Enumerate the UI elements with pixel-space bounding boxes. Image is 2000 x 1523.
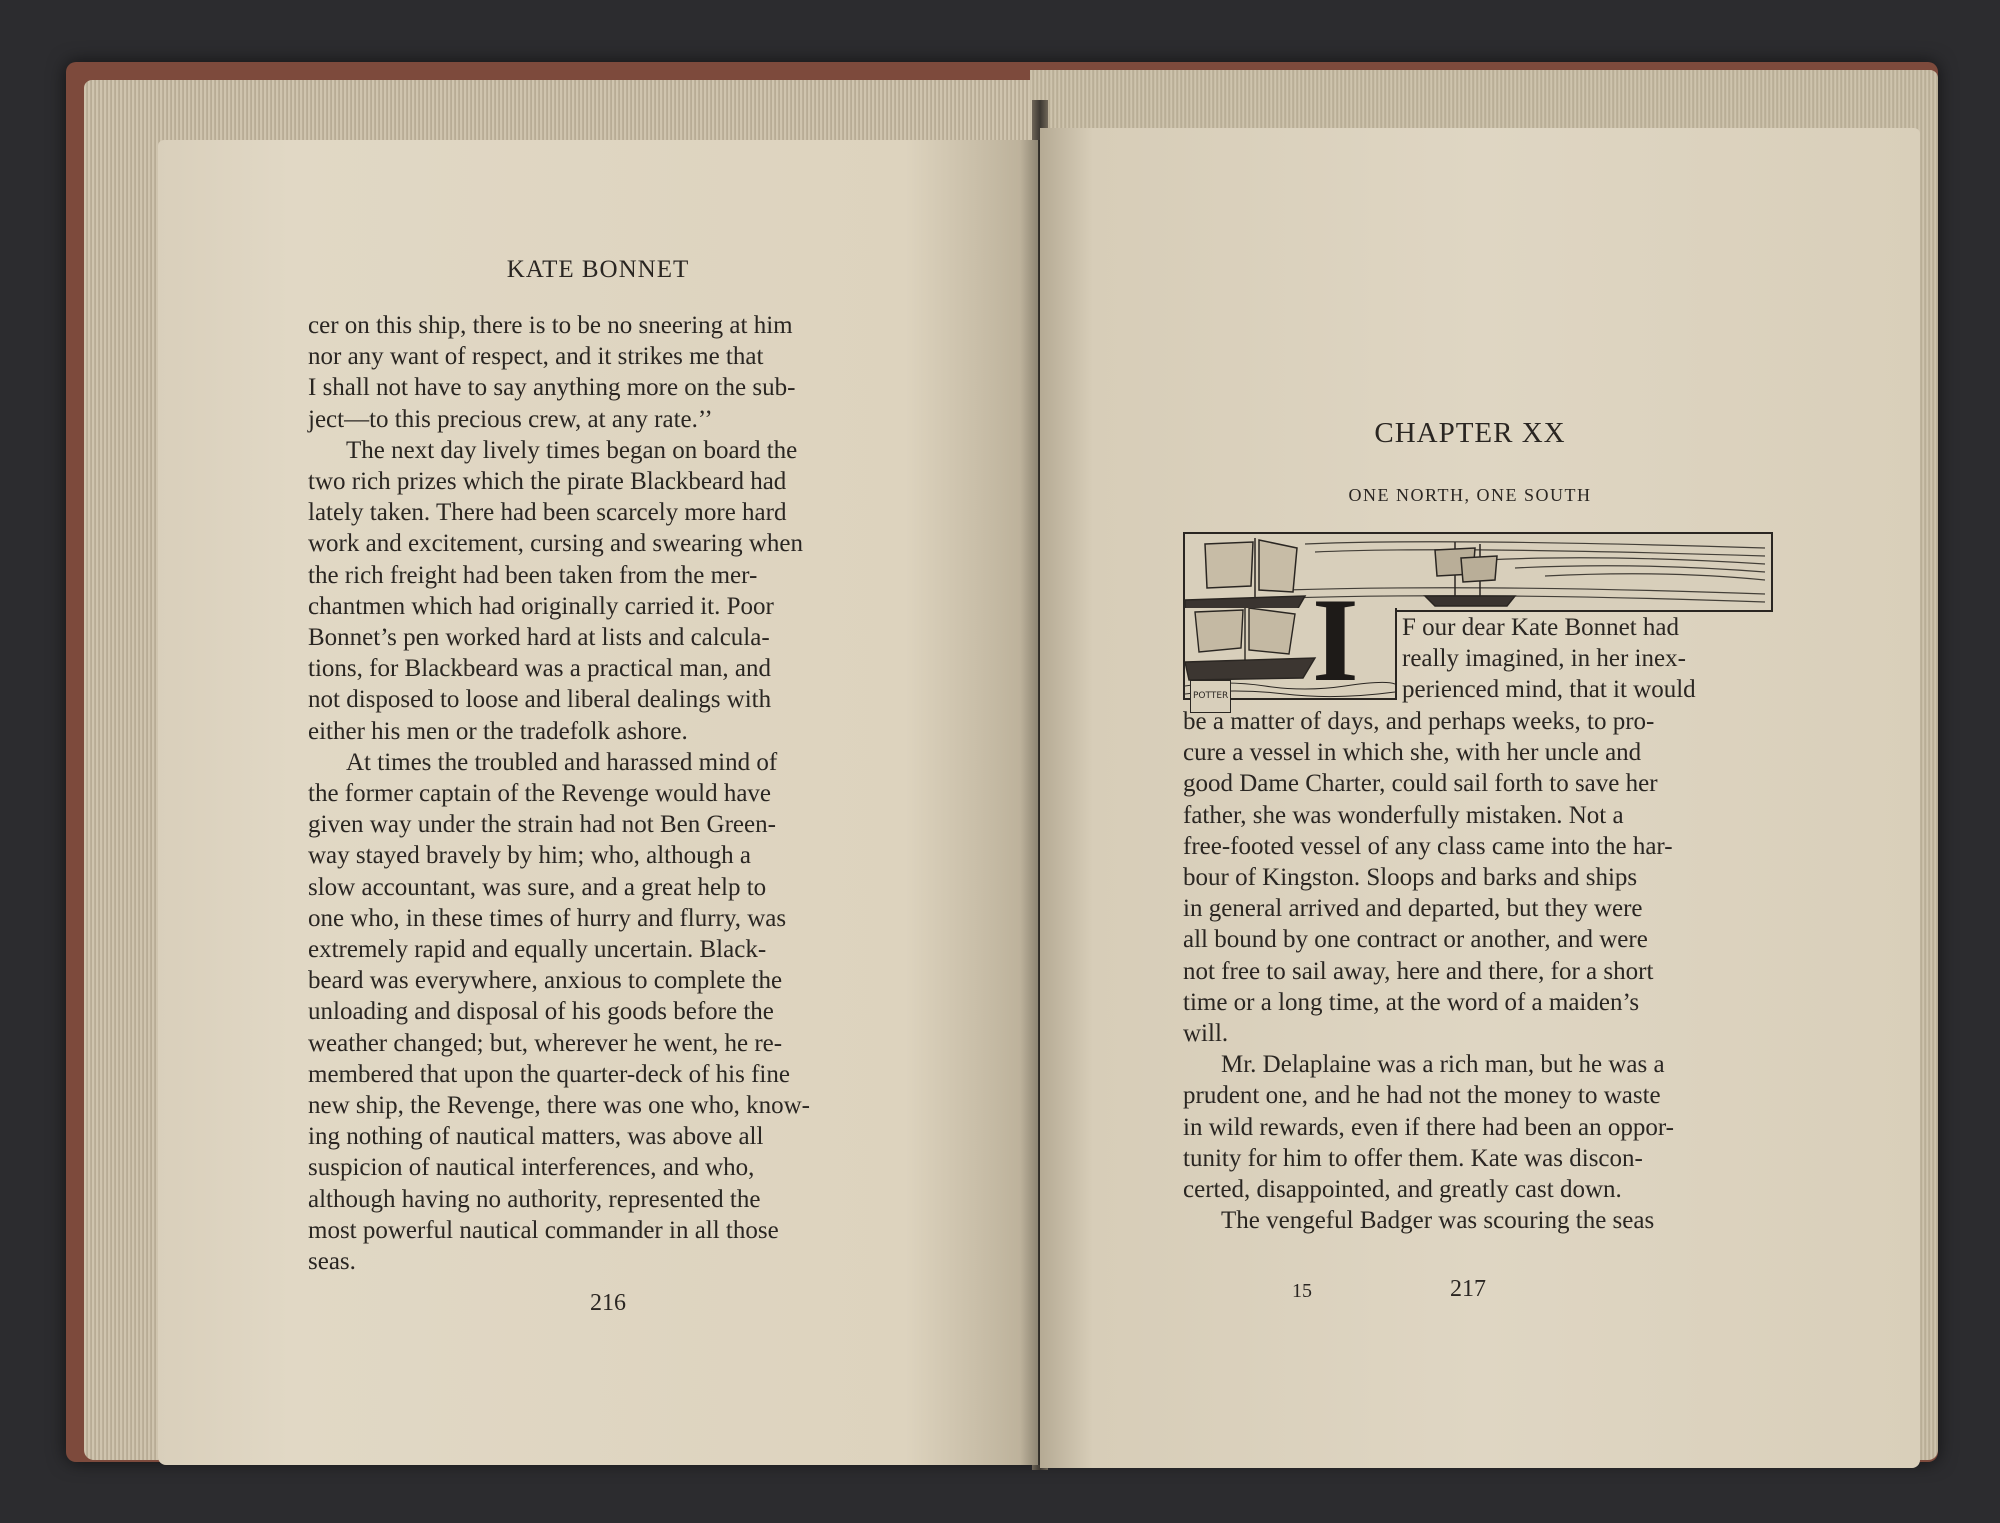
text-line: free-footed vessel of any class came into the har- (1183, 832, 1673, 860)
text-line: two rich prizes which the pirate Blackbeard had (308, 468, 787, 496)
text-line: At times the troubled and harassed mind of (346, 748, 778, 776)
page-fold-shadow (1020, 140, 1040, 1465)
page-number: 216 (590, 1290, 626, 1316)
drop-cap-letter: I (1312, 573, 1359, 706)
text-line: bour of Kingston. Sloops and barks and ships (1183, 864, 1638, 892)
text-line: ject—to this precious crew, at any rate.’’ (308, 405, 713, 433)
text-line: membered that upon the quarter-deck of his fine (308, 1060, 790, 1088)
ship-illustration-banner (1183, 532, 1773, 612)
text-line: certed, disappointed, and greatly cast down. (1183, 1176, 1622, 1204)
text-line: perienced mind, that it would (1402, 676, 1696, 704)
text-line: way stayed bravely by him; who, although a (308, 842, 751, 870)
text-line: time or a long time, at the word of a maiden’s (1183, 988, 1640, 1016)
text-line: the former captain of the Revenge would have (308, 780, 772, 808)
text-line: tions, for Blackbeard was a practical man, and (308, 655, 772, 683)
text-line: really imagined, in her inex- (1402, 645, 1686, 673)
text-line: new ship, the Revenge, there was one who, know- (308, 1092, 810, 1120)
text-line: most powerful nautical commander in all those (308, 1216, 779, 1244)
text-line: extremely rapid and equally uncertain. Black- (308, 936, 767, 964)
text-line: lately taken. There had been scarcely more hard (308, 499, 787, 527)
text-line: prudent one, and he had not the money to waste (1183, 1082, 1661, 1110)
text-line: Bonnet’s pen worked hard at lists and calcula- (308, 624, 770, 652)
text-line: I shall not have to say anything more on the sub- (308, 374, 796, 402)
text-line: Mr. Delaplaine was a rich man, but he was a (1221, 1051, 1665, 1079)
text-line: good Dame Charter, could sail forth to save her (1183, 770, 1658, 798)
chapter-subtitle: ONE NORTH, ONE SOUTH (1348, 485, 1592, 505)
text-line: not free to sail away, here and there, for a short (1183, 957, 1654, 985)
text-line: nor any want of respect, and it strikes me that (308, 343, 764, 371)
running-head: KATE BONNET (506, 256, 690, 283)
text-line: weather changed; but, wherever he went, he re- (308, 1029, 783, 1057)
text-line: The next day lively times began on board the (346, 436, 798, 464)
text-line: all bound by one contract or another, and were (1183, 926, 1648, 954)
artist-signature: POTTER (1190, 680, 1231, 713)
text-line: tunity for him to offer them. Kate was discon- (1183, 1144, 1643, 1172)
text-line: will. (1183, 1020, 1229, 1048)
text-line: not disposed to loose and liberal dealings with (308, 686, 772, 714)
text-line: in general arrived and departed, but they were (1183, 895, 1643, 923)
text-line: work and excitement, cursing and swearing when (308, 530, 803, 558)
text-line: slow accountant, was sure, and a great help to (308, 873, 767, 901)
text-line: ing nothing of nautical matters, was above all (308, 1123, 764, 1151)
text-line: cer on this ship, there is to be no sneering at him (308, 312, 793, 339)
page-number: 217 (1450, 1276, 1486, 1302)
text-line: F our dear Kate Bonnet had (1402, 614, 1680, 641)
text-line: given way under the strain had not Ben Green- (308, 811, 776, 839)
text-line: chantmen which had originally carried it. Poor (308, 592, 774, 620)
text-line: cure a vessel in which she, with her uncle and (1183, 739, 1642, 767)
chapter-title: CHAPTER XX (1374, 417, 1566, 449)
text-line: the rich freight had been taken from the mer- (308, 561, 758, 589)
left-page (158, 140, 1038, 1465)
ship-scene-icon (1185, 534, 1771, 610)
right-page-text (1183, 706, 1770, 1236)
text-line: beard was everywhere, anxious to complete the (308, 967, 783, 995)
text-line: be a matter of days, and perhaps weeks, to pro- (1183, 708, 1655, 735)
text-line: in wild rewards, even if there had been an oppor- (1183, 1113, 1674, 1141)
right-page (1040, 128, 1920, 1468)
drop-cap-text (1402, 612, 1770, 706)
text-line: suspicion of nautical interferences, and who, (308, 1154, 755, 1182)
text-line: although having no authority, represented the (308, 1185, 761, 1213)
text-line: seas. (308, 1248, 356, 1276)
signature-mark: 15 (1292, 1280, 1312, 1302)
text-line: father, she was wonderfully mistaken. Not a (1183, 801, 1624, 829)
text-line: either his men or the tradefolk ashore. (308, 717, 688, 745)
text-line: unloading and disposal of his goods before the (308, 998, 774, 1026)
left-page-text (308, 310, 903, 1277)
text-line: one who, in these times of hurry and flurry, was (308, 904, 787, 932)
text-line: The vengeful Badger was scouring the seas (1221, 1207, 1655, 1235)
